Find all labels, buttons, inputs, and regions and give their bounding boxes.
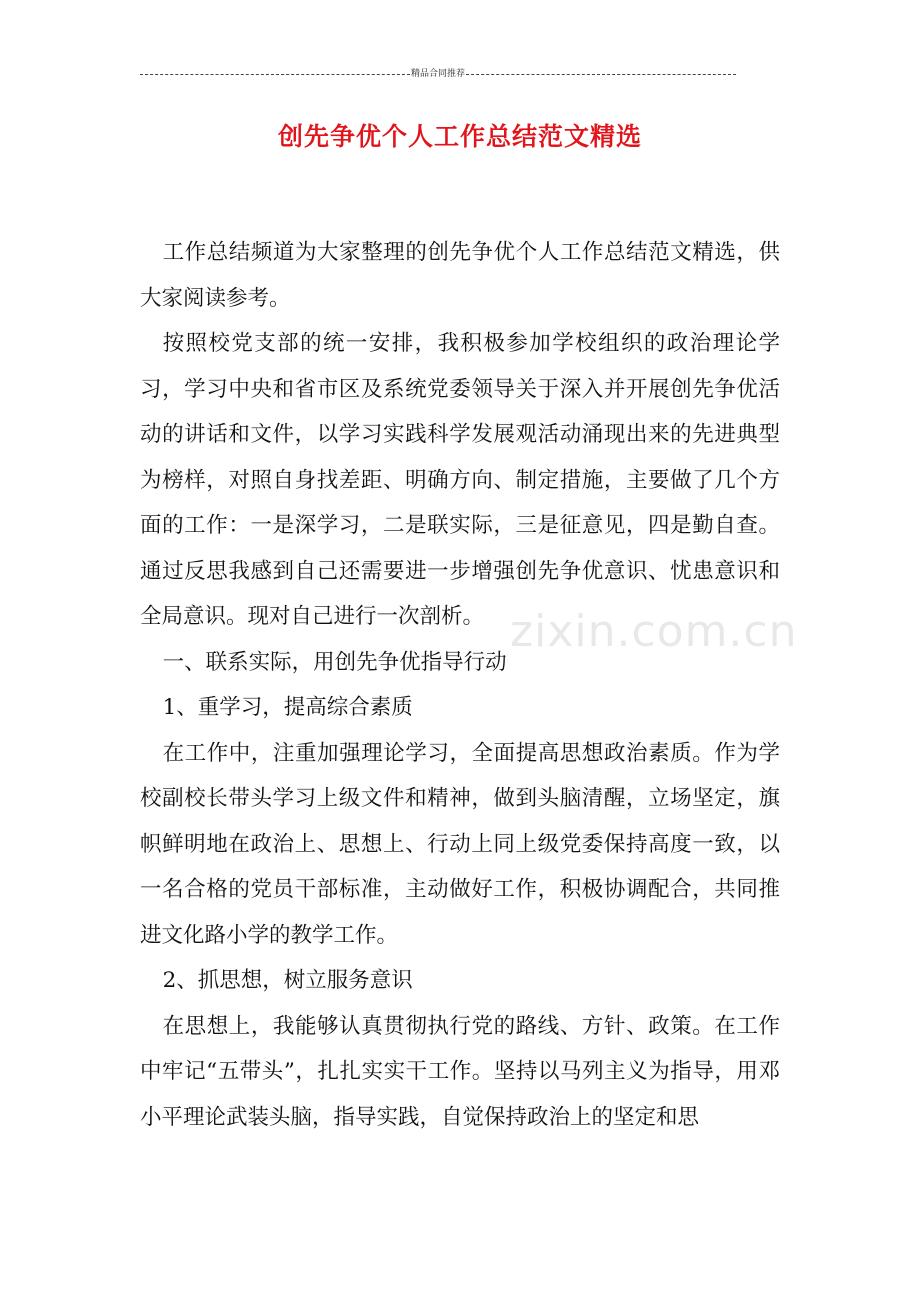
document-title: 创先争优个人工作总结范文精选 — [277, 122, 642, 151]
section-heading-1: 一、联系实际，用创先争优指导行动 — [162, 649, 507, 675]
subsection-heading-2: 2、抓思想，树立服务意识 — [162, 968, 413, 993]
header-label: 精品合同推荐 — [411, 69, 466, 79]
header-dash-left — [140, 74, 410, 75]
watermark: zixin.com.cn — [510, 606, 798, 657]
paragraph-thought: 在思想上，我能够认真贯彻执行党的路线、方针、政策。在工作中牢记“五带头”，扎扎实实干工作。坚持以马列主义为指导，用邓小平理论武装头脑，指导实践，自觉保持政治上的坚定和思 — [140, 1013, 780, 1130]
paragraph-intro: 工作总结频道为大家整理的创先争优个人工作总结范文精选，供大家阅读参考。 — [140, 240, 780, 311]
paragraph-study: 在工作中，注重加强理论学习，全面提高思想政治素质。作为学校副校长带头学习上级文件和精神，做到头脑清醒，立场坚定，旗帜鲜明地在政治上、思想上、行动上同上级党委保持高度一致，以一名合格的党员干部标准，主动做好工作，积极协调配合，共同推进文化路小学的教学工作。 — [140, 740, 780, 948]
paragraph-overview: 按照校党支部的统一安排，我积极参加学校组织的政治理论学习，学习中央和省市区及系统党委领导关于深入并开展创先争优活动的讲话和文件，以学习实践科学发展观活动涌现出来的先进典型为榜样，对照自身找差距、明确方向、制定措施，主要做了几个方面的工作：一是深学习，二是联实际，三是征意见，四是勤自查。通过反思我感到自己还需要进一步增强创先争优意识、忧患意识和全局意识。现对自己进行一次剖析。 — [140, 331, 780, 629]
document-body — [140, 230, 780, 1140]
header-dash-right — [466, 74, 736, 75]
page-header-rule — [140, 66, 736, 82]
subsection-heading-1: 1、重学习，提高综合素质 — [162, 695, 413, 720]
